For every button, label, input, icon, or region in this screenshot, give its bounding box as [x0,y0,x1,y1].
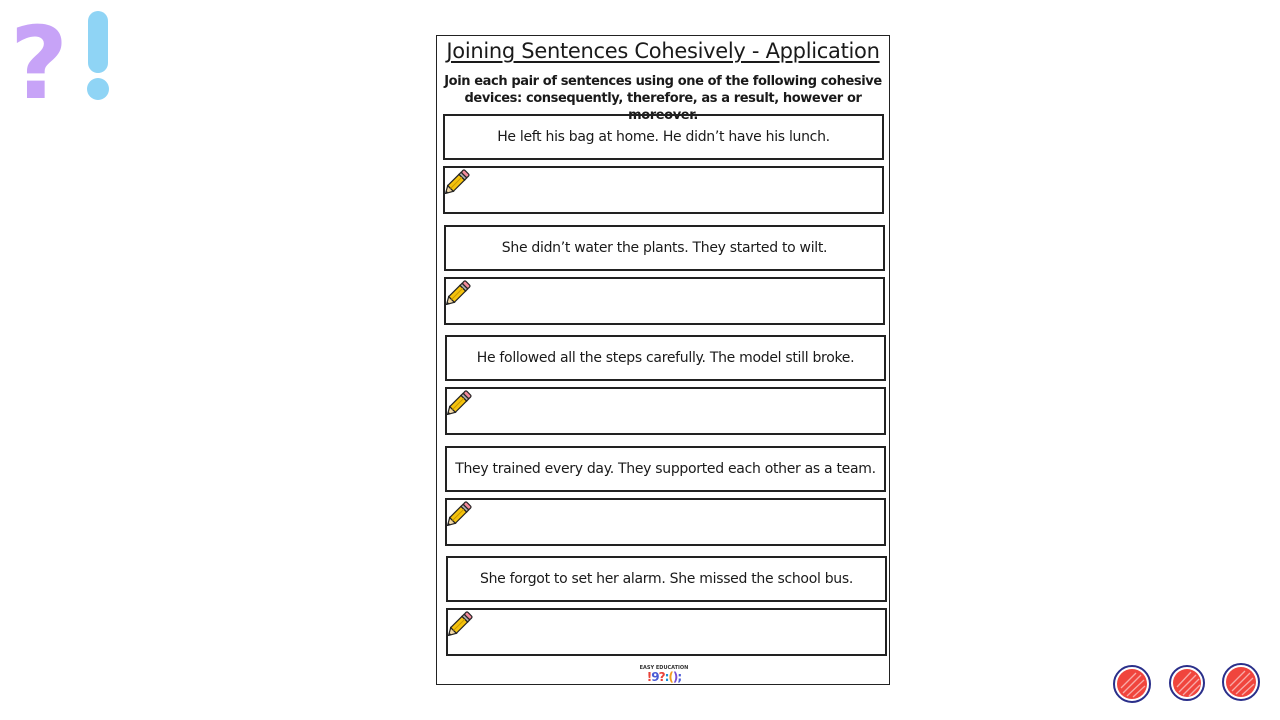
logo-glyph: ! [646,670,652,684]
sentence-pair: He left his bag at home. He didn’t have his lunch. [443,114,884,160]
logo-glyph: 9 [651,670,659,684]
question-exclamation-icon [10,8,120,103]
logo-text: EASY EDUCATION [639,665,689,671]
nav-dot-icon[interactable] [1170,666,1204,700]
answer-field[interactable] [445,498,886,546]
pencil-icon [446,277,474,305]
pencil-icon [447,387,475,415]
sentence-pair: She didn’t water the plants. They started to wilt. [444,225,885,271]
sentence-pair: He followed all the steps carefully. The model still broke. [445,335,886,381]
worksheet-instructions: Join each pair of sentences using one of the following cohesive devices: consequently, therefore, as a result, however or moreover. [444,74,882,123]
sentence-pair: She forgot to set her alarm. She missed the school bus. [446,556,887,602]
pencil-icon [445,166,473,194]
svg-text:?: ? [10,8,69,103]
answer-field[interactable] [443,166,884,214]
easy-education-logo [638,665,690,685]
answer-field[interactable] [446,608,887,656]
nav-dot-icon[interactable] [1223,664,1259,700]
sentence-pair: They trained every day. They supported each other as a team. [445,446,886,492]
nav-dot-icon[interactable] [1114,666,1150,702]
pencil-icon [447,498,475,526]
answer-field[interactable] [445,387,886,435]
logo-glyph: ; [677,670,682,684]
logo-glyph: ) [672,670,678,684]
logo-glyph: ( [668,670,673,684]
worksheet-title: Joining Sentences Cohesively - Application [446,39,880,63]
logo-glyph: : [664,670,669,684]
slide-navigation [1112,663,1264,705]
pencil-icon [448,608,476,636]
answer-field[interactable] [444,277,885,325]
logo-glyphs [638,671,690,684]
logo-glyph: ? [658,670,665,684]
worksheet [436,35,890,685]
